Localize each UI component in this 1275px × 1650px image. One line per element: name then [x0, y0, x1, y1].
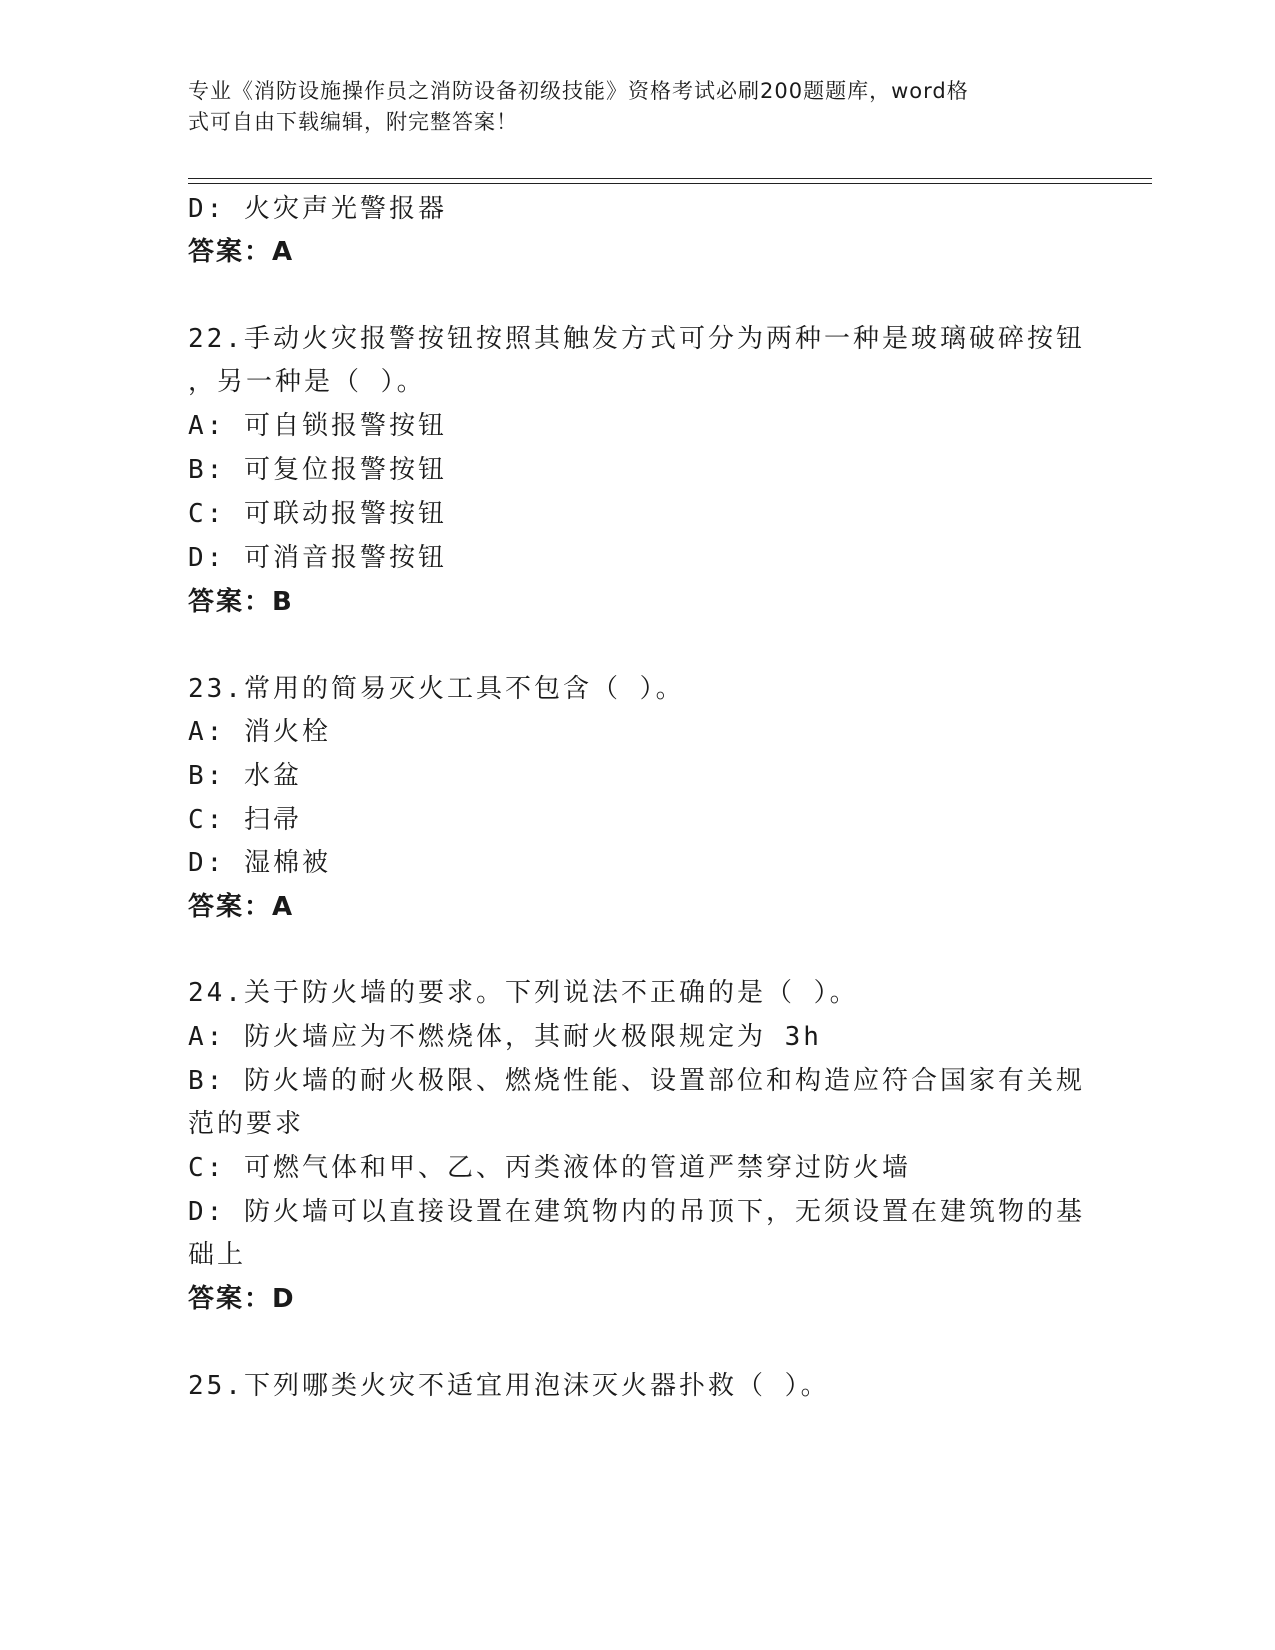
prev-answer: 答案：A [188, 237, 295, 267]
q23-answer: 答案：A [188, 892, 295, 922]
header-rule-bottom [188, 183, 1152, 184]
header-line-2: 式可自由下载编辑，附完整答案！ [188, 110, 518, 134]
header-rule-top [188, 178, 1152, 179]
q24-option-b-line-2: 范的要求 [188, 1109, 305, 1139]
q23-option-b: B: 水盆 [188, 761, 302, 791]
q22-option-a: A: 可自锁报警按钮 [188, 411, 447, 441]
q23-stem: 23.常用的简易灭火工具不包含（ ）。 [188, 674, 685, 704]
q22-answer: 答案：B [188, 587, 294, 617]
q24-option-d-line-1: D: 防火墙可以直接设置在建筑物内的吊顶下，无须设置在建筑物的基 [188, 1197, 1085, 1227]
q24-option-d-line-2: 础上 [188, 1240, 247, 1270]
q24-option-b-line-1: B: 防火墙的耐火极限、燃烧性能、设置部位和构造应符合国家有关规 [188, 1066, 1085, 1096]
q22-stem-line-1: 22.手动火灾报警按钮按照其触发方式可分为两种一种是玻璃破碎按钮 [188, 324, 1085, 354]
q22-option-b: B: 可复位报警按钮 [188, 455, 447, 485]
q24-stem: 24.关于防火墙的要求。下列说法不正确的是（ ）。 [188, 978, 859, 1008]
q22-option-c: C: 可联动报警按钮 [188, 499, 447, 529]
q25-stem: 25.下列哪类火灾不适宜用泡沫灭火器扑救（ ）。 [188, 1371, 830, 1401]
document-header [188, 76, 1088, 138]
q24-option-a: A: 防火墙应为不燃烧体，其耐火极限规定为 3h [188, 1022, 822, 1052]
q24-answer: 答案：D [188, 1284, 296, 1314]
q23-option-d: D: 湿棉被 [188, 848, 331, 878]
prev-option-d: D: 火灾声光警报器 [188, 194, 447, 224]
header-line-1: 专业《消防设施操作员之消防设备初级技能》资格考试必刷200题题库，word格 [188, 79, 969, 103]
q22-stem-line-2: ，另一种是（ ）。 [188, 367, 426, 397]
q24-option-c: C: 可燃气体和甲、乙、丙类液体的管道严禁穿过防火墙 [188, 1153, 911, 1183]
q23-option-a: A: 消火栓 [188, 717, 331, 747]
q23-option-c: C: 扫帚 [188, 805, 302, 835]
q22-option-d: D: 可消音报警按钮 [188, 543, 447, 573]
